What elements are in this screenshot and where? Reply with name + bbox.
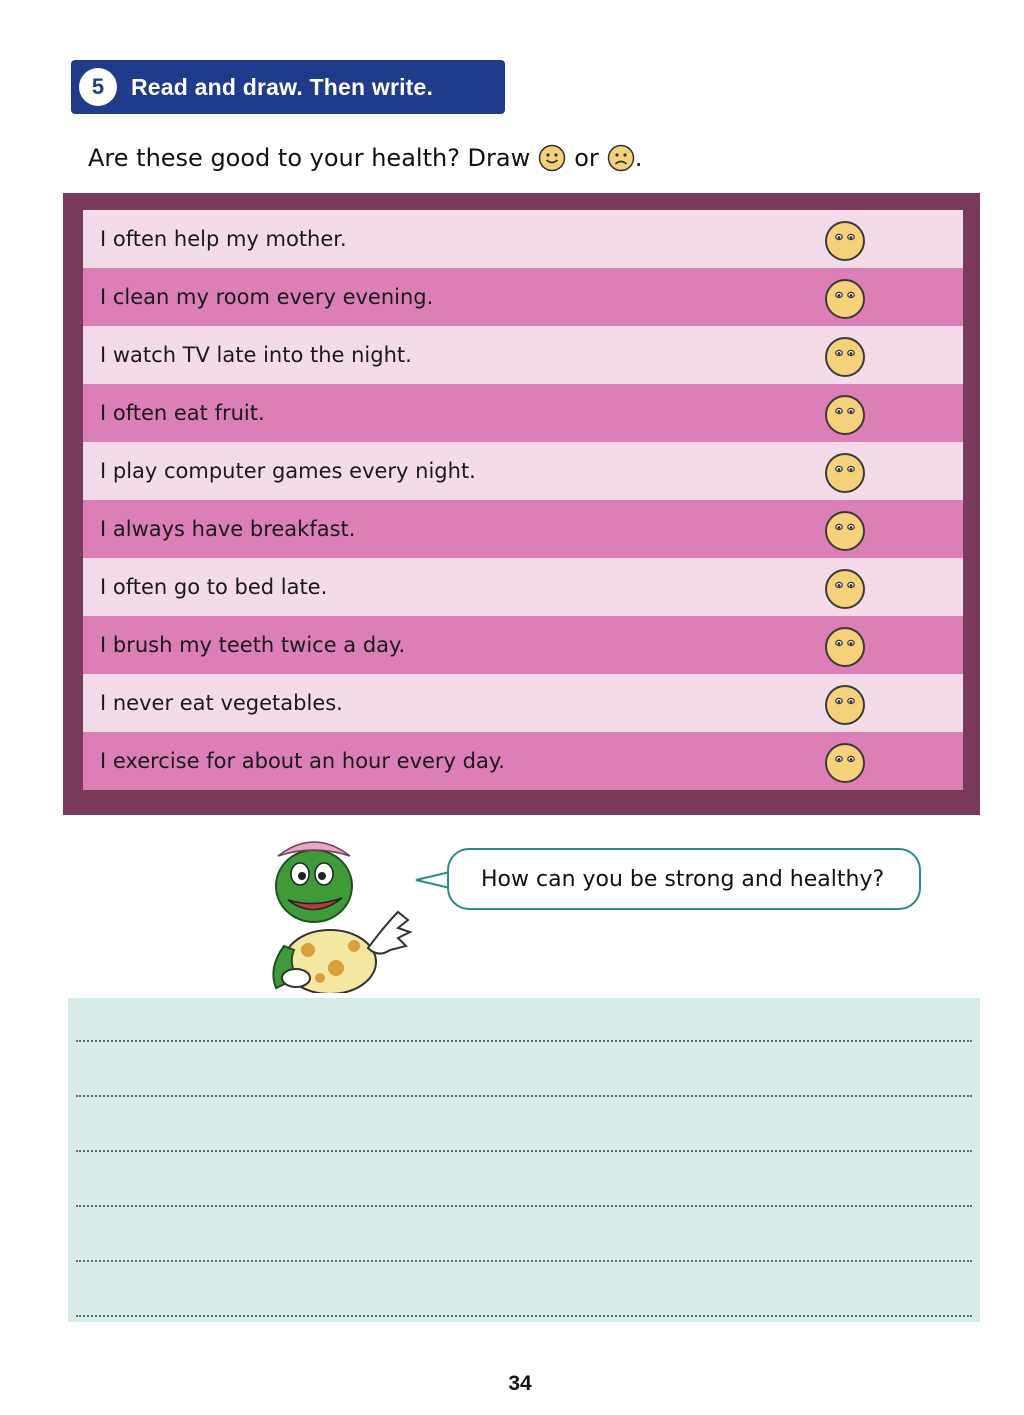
statement-row bbox=[83, 384, 963, 442]
blank-face-icon[interactable] bbox=[824, 684, 866, 726]
speech-bubble-text: How can you be strong and healthy? bbox=[481, 866, 885, 892]
happy-face-icon bbox=[538, 144, 566, 172]
statement-row bbox=[83, 210, 963, 268]
writing-area[interactable] bbox=[68, 998, 980, 1322]
instruction-text: Are these good to your health? Draw bbox=[88, 144, 531, 172]
turtle-mascot-icon bbox=[258, 828, 418, 993]
statement-row bbox=[83, 326, 963, 384]
statement-text: I often help my mother. bbox=[100, 227, 347, 251]
exercise-header bbox=[71, 60, 505, 114]
statement-row bbox=[83, 732, 963, 790]
writing-line[interactable] bbox=[76, 1205, 972, 1207]
statement-text: I often eat fruit. bbox=[100, 401, 265, 425]
exercise-number: 5 bbox=[79, 68, 117, 106]
instruction-or: or bbox=[574, 144, 599, 172]
statement-text: I clean my room every evening. bbox=[100, 285, 434, 309]
blank-face-icon[interactable] bbox=[824, 452, 866, 494]
writing-line[interactable] bbox=[76, 1040, 972, 1042]
blank-face-icon[interactable] bbox=[824, 336, 866, 378]
exercise-title: Read and draw. Then write. bbox=[131, 73, 434, 100]
instruction bbox=[88, 138, 642, 178]
statement-row bbox=[83, 674, 963, 732]
statement-text: I brush my teeth twice a day. bbox=[100, 633, 406, 657]
writing-line[interactable] bbox=[76, 1150, 972, 1152]
statement-text: I always have breakfast. bbox=[100, 517, 356, 541]
blank-face-icon[interactable] bbox=[824, 510, 866, 552]
sad-face-icon bbox=[607, 144, 635, 172]
statement-row bbox=[83, 558, 963, 616]
statement-text: I exercise for about an hour every day. bbox=[100, 749, 505, 773]
blank-face-icon[interactable] bbox=[824, 220, 866, 262]
statement-row bbox=[83, 268, 963, 326]
page-number: 34 bbox=[508, 1372, 532, 1395]
statement-text: I never eat vegetables. bbox=[100, 691, 343, 715]
writing-line[interactable] bbox=[76, 1260, 972, 1262]
statement-row bbox=[83, 500, 963, 558]
writing-line[interactable] bbox=[76, 1315, 972, 1317]
statement-text: I play computer games every night. bbox=[100, 459, 476, 483]
speech-bubble bbox=[447, 848, 921, 910]
statement-row bbox=[83, 616, 963, 674]
blank-face-icon[interactable] bbox=[824, 626, 866, 668]
writing-line[interactable] bbox=[76, 1095, 972, 1097]
statement-row bbox=[83, 442, 963, 500]
blank-face-icon[interactable] bbox=[824, 278, 866, 320]
blank-face-icon[interactable] bbox=[824, 742, 866, 784]
blank-face-icon[interactable] bbox=[824, 568, 866, 610]
blank-face-icon[interactable] bbox=[824, 394, 866, 436]
statement-text: I often go to bed late. bbox=[100, 575, 328, 599]
statement-table bbox=[83, 210, 963, 790]
statement-text: I watch TV late into the night. bbox=[100, 343, 412, 367]
instruction-end: . bbox=[634, 144, 643, 172]
